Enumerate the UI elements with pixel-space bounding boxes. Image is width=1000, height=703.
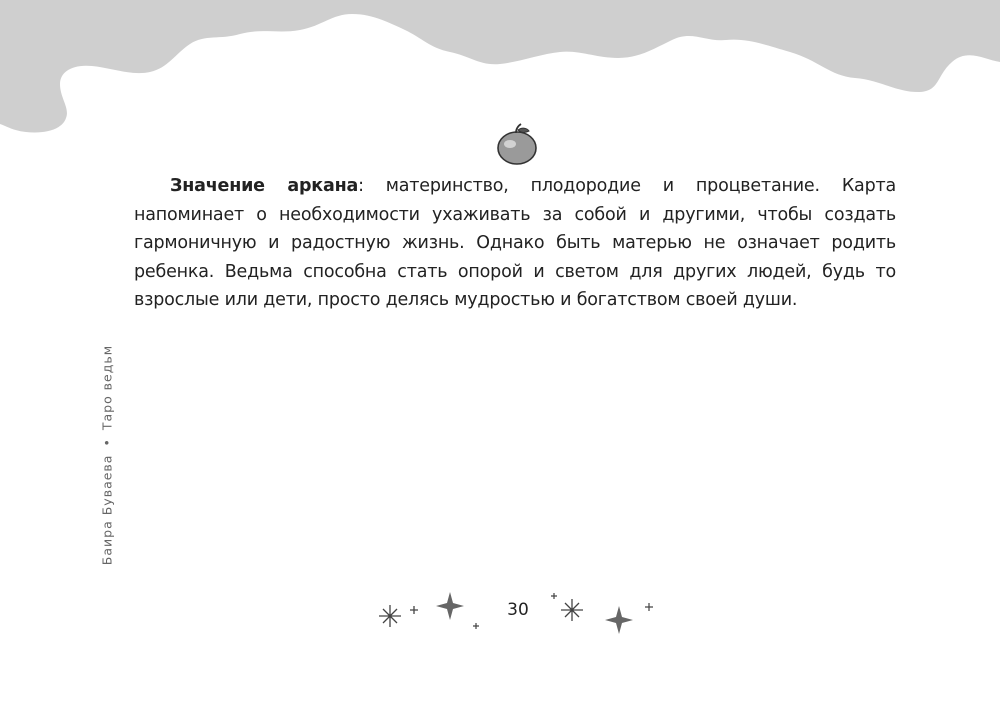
spine-book-title: Таро ведьм (99, 344, 115, 431)
arcana-meaning-paragraph (134, 172, 896, 315)
sparkle-star-icon (410, 606, 418, 614)
sparkle-star-icon (551, 593, 557, 599)
sparkle-star-icon (605, 606, 633, 634)
arcana-meaning-text: : материнство, плодородие и процветание. Карта напоминает о необходимости ухаживать за собой и другими, чтобы создать гармоничную и радостную жизнь. Однако быть матерью не означает родить ребенка. Ведьма способна стать опорой и светом для других людей, будь то взрослые или дети, просто делясь мудростью и богатством своей души. (134, 176, 896, 310)
spine-text (100, 345, 115, 565)
spine-author: Баира Буваева (99, 454, 115, 566)
sparkle-star-icon (645, 603, 653, 611)
page-number: 30 (507, 600, 529, 620)
sparkle-star-icon (436, 592, 464, 620)
sparkle-star-icon (561, 599, 583, 621)
sparkle-star-icon (473, 623, 479, 629)
apple-icon (494, 122, 540, 166)
sparkle-star-icon (379, 605, 401, 627)
spine-separator: • (99, 438, 115, 447)
arcana-meaning-term: Значение аркана (170, 176, 359, 196)
spine-running-header (92, 340, 122, 570)
